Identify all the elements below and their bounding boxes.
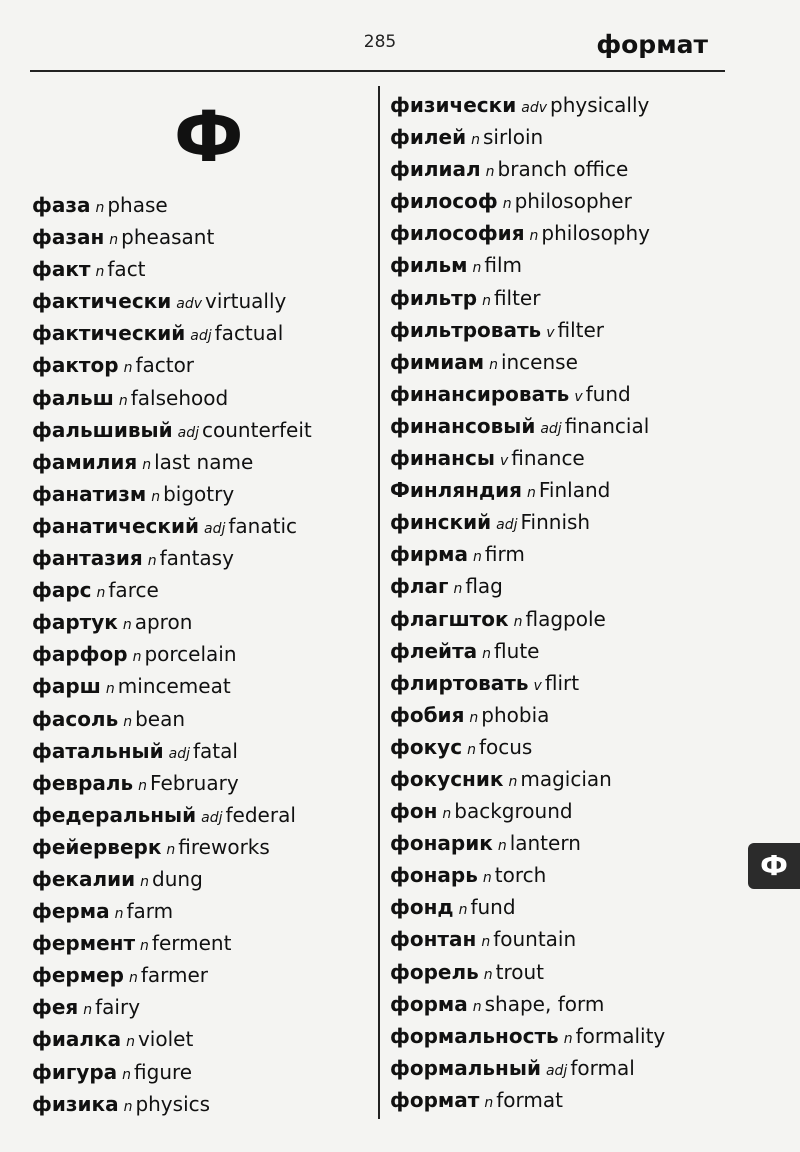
dictionary-entry	[32, 670, 312, 702]
translation: farmer	[140, 963, 209, 988]
dictionary-entry	[32, 1023, 312, 1055]
translation: pheasant	[121, 225, 215, 250]
headword: филиал	[390, 157, 481, 182]
part-of-speech: n	[513, 613, 523, 630]
translation: flagpole	[525, 606, 606, 631]
part-of-speech: adj	[168, 745, 190, 762]
dictionary-entry	[390, 121, 665, 153]
dictionary-entry	[390, 538, 665, 570]
part-of-speech: n	[563, 1030, 573, 1047]
part-of-speech: n	[483, 966, 493, 983]
part-of-speech: n	[472, 260, 482, 277]
dictionary-entry	[32, 349, 312, 381]
dictionary-entry	[32, 959, 312, 991]
headword: фермент	[32, 931, 136, 956]
translation: filter	[557, 317, 605, 342]
dictionary-entry	[390, 795, 665, 827]
dictionary-entry	[390, 988, 665, 1020]
translation: dung	[152, 866, 203, 891]
part-of-speech: n	[489, 356, 498, 373]
headword: фантазия	[32, 546, 143, 571]
headword: флаг	[390, 574, 449, 599]
translation: farce	[108, 578, 159, 603]
dictionary-entry	[390, 827, 665, 859]
headword: филей	[390, 125, 467, 150]
translation: format	[496, 1087, 563, 1112]
header-rule	[30, 70, 725, 72]
headword: фильтр	[390, 285, 478, 310]
translation: factual	[214, 321, 284, 346]
headword: фирма	[390, 542, 469, 567]
translation: fact	[107, 257, 146, 282]
headword: финансы	[390, 446, 495, 471]
part-of-speech: adj	[201, 809, 223, 826]
part-of-speech: n	[132, 649, 142, 666]
part-of-speech: n	[453, 581, 463, 598]
headword: Финляндия	[390, 478, 522, 503]
dictionary-entry	[390, 603, 665, 635]
part-of-speech: n	[122, 617, 132, 634]
part-of-speech: n	[485, 164, 495, 181]
headword: фактически	[32, 289, 172, 314]
translation: fairy	[95, 995, 141, 1020]
translation: shape, form	[484, 991, 605, 1016]
dictionary-entry	[32, 703, 312, 735]
dictionary-entry	[32, 542, 312, 574]
dictionary-entry	[390, 923, 665, 955]
headword: финансировать	[390, 381, 570, 406]
dictionary-entry	[32, 638, 312, 670]
translation: falsehood	[130, 385, 229, 410]
part-of-speech: n	[142, 456, 152, 473]
headword: фанатический	[32, 513, 200, 538]
headword: фиалка	[32, 1027, 122, 1052]
translation: factor	[135, 353, 195, 378]
headword: финансовый	[390, 413, 536, 438]
part-of-speech: n	[151, 488, 161, 505]
headword: фонарик	[390, 831, 493, 856]
running-head: формат	[596, 30, 708, 59]
translation: film	[484, 253, 523, 278]
part-of-speech: n	[458, 902, 468, 919]
part-of-speech: n	[140, 873, 150, 890]
translation: branch office	[497, 157, 629, 182]
part-of-speech: adj	[545, 1062, 568, 1079]
dictionary-entry	[32, 863, 312, 895]
part-of-speech: n	[123, 713, 133, 730]
part-of-speech: v	[546, 324, 555, 341]
dictionary-entry	[390, 1084, 665, 1116]
part-of-speech: n	[473, 549, 482, 566]
headword: фаза	[32, 193, 91, 217]
dictionary-entry	[32, 1088, 312, 1120]
translation: porcelain	[144, 642, 237, 667]
translation: last name	[154, 449, 254, 474]
headword: фекалии	[32, 866, 136, 891]
headword: фонарь	[390, 863, 478, 888]
headword: фильтровать	[390, 317, 542, 342]
dictionary-entry	[32, 799, 312, 831]
dictionary-entry	[390, 667, 665, 699]
headword: фамилия	[32, 449, 138, 474]
translation: flute	[494, 638, 540, 663]
dictionary-entry	[32, 510, 312, 542]
section-letter: Ф	[174, 96, 244, 178]
dictionary-entry	[32, 221, 312, 253]
headword: фатальный	[32, 738, 164, 763]
headword: фимиам	[390, 349, 485, 374]
column-divider	[378, 86, 380, 1119]
headword: фасоль	[32, 706, 119, 731]
translation: federal	[225, 802, 296, 827]
headword: флейта	[390, 638, 478, 663]
part-of-speech: n	[123, 360, 133, 377]
part-of-speech: n	[502, 196, 512, 213]
part-of-speech: n	[471, 132, 480, 149]
headword: формат	[390, 1087, 480, 1112]
translation: philosopher	[514, 189, 632, 214]
translation: focus	[478, 734, 533, 759]
headword: ферма	[32, 899, 110, 924]
left-column	[32, 189, 312, 1120]
dictionary-entry	[390, 474, 665, 506]
part-of-speech: n	[138, 777, 148, 794]
part-of-speech: n	[105, 681, 115, 698]
headword: фея	[32, 995, 79, 1020]
part-of-speech: adj	[190, 328, 212, 345]
headword: фазан	[32, 225, 105, 250]
part-of-speech: n	[128, 970, 138, 987]
part-of-speech: v	[533, 677, 542, 694]
dictionary-entry	[32, 991, 312, 1023]
translation: physically	[550, 93, 650, 117]
dictionary-entry	[390, 956, 665, 988]
headword: фарс	[32, 578, 92, 603]
translation: fountain	[493, 927, 577, 952]
translation: flag	[465, 574, 503, 599]
dictionary-entry	[390, 891, 665, 923]
part-of-speech: v	[499, 453, 509, 470]
headword: форель	[390, 959, 479, 984]
part-of-speech: n	[95, 264, 105, 281]
part-of-speech: n	[529, 228, 539, 245]
part-of-speech: n	[482, 292, 491, 309]
part-of-speech: v	[574, 388, 583, 405]
part-of-speech: n	[118, 392, 128, 409]
dictionary-entry	[390, 378, 665, 410]
translation: ferment	[151, 931, 232, 956]
part-of-speech: n	[484, 1094, 494, 1111]
dictionary-entry	[390, 1052, 665, 1084]
headword: философия	[390, 221, 525, 246]
dictionary-entry	[32, 382, 312, 414]
dictionary-entry	[390, 217, 665, 249]
translation: virtually	[205, 289, 287, 314]
part-of-speech: n	[126, 1034, 135, 1051]
headword: фобия	[390, 702, 465, 727]
dictionary-entry	[32, 478, 312, 510]
part-of-speech: n	[95, 200, 105, 216]
dictionary-entry	[390, 314, 665, 346]
part-of-speech: n	[109, 232, 119, 249]
headword: февраль	[32, 770, 134, 795]
dictionary-entry	[390, 635, 665, 667]
translation: background	[454, 799, 573, 824]
headword: формальность	[390, 1023, 559, 1048]
dictionary-entry	[32, 414, 312, 446]
headword: фартук	[32, 610, 118, 635]
dictionary-entry	[32, 285, 312, 317]
dictionary-entry	[390, 410, 665, 442]
translation: physics	[135, 1091, 211, 1116]
part-of-speech: n	[497, 838, 507, 855]
translation: sirloin	[482, 125, 544, 150]
translation: February	[150, 770, 239, 795]
headword: философ	[390, 189, 498, 214]
dictionary-entry	[32, 574, 312, 606]
translation: incense	[500, 349, 578, 374]
part-of-speech: n	[482, 870, 492, 887]
headword: фейерверк	[32, 834, 162, 859]
translation: fund	[585, 381, 631, 406]
part-of-speech: n	[482, 645, 492, 662]
thumb-index-tab: Ф	[748, 843, 800, 889]
headword: фигура	[32, 1059, 118, 1084]
translation: formal	[570, 1055, 635, 1080]
translation: finance	[511, 446, 585, 471]
part-of-speech: adj	[540, 420, 562, 437]
dictionary-entry	[390, 570, 665, 602]
dictionary-entry	[390, 185, 665, 217]
dictionary-entry	[390, 249, 665, 281]
dictionary-entry	[32, 927, 312, 959]
translation: counterfeit	[202, 417, 312, 442]
translation: figure	[134, 1059, 193, 1084]
dictionary-entry	[32, 606, 312, 638]
headword: финский	[390, 510, 492, 535]
translation: phase	[107, 193, 168, 217]
dictionary-entry	[390, 346, 665, 378]
part-of-speech: n	[96, 585, 106, 602]
part-of-speech: n	[508, 773, 518, 790]
translation: fantasy	[159, 546, 234, 571]
translation: phobia	[481, 702, 550, 727]
dictionary-entry	[390, 699, 665, 731]
translation: fireworks	[178, 834, 270, 859]
headword: формальный	[390, 1055, 541, 1080]
part-of-speech: adj	[177, 424, 200, 441]
headword: фарш	[32, 674, 101, 699]
headword: фальш	[32, 385, 114, 410]
dictionary-entry	[32, 317, 312, 349]
right-column	[390, 89, 665, 1116]
translation: torch	[494, 863, 547, 888]
translation: financial	[564, 413, 650, 438]
headword: фильм	[390, 253, 468, 278]
headword: фон	[390, 799, 438, 824]
part-of-speech: n	[123, 1098, 133, 1115]
part-of-speech: n	[467, 741, 476, 758]
translation: formality	[575, 1023, 666, 1048]
translation: trout	[495, 959, 545, 984]
dictionary-entry	[390, 763, 665, 795]
translation: fanatic	[228, 513, 297, 538]
translation: bigotry	[163, 481, 235, 506]
headword: флагшток	[390, 606, 509, 631]
dictionary-entry	[390, 282, 665, 314]
part-of-speech: n	[147, 553, 157, 570]
headword: физически	[390, 93, 517, 117]
translation: apron	[134, 610, 193, 635]
dictionary-entry	[32, 895, 312, 927]
page-number: 285	[363, 32, 397, 52]
headword: фальшивый	[32, 417, 173, 442]
headword: фермер	[32, 963, 124, 988]
translation: flirt	[544, 670, 580, 695]
part-of-speech: n	[526, 485, 536, 502]
dictionary-entry	[32, 253, 312, 285]
headword: фактор	[32, 353, 119, 378]
part-of-speech: n	[140, 938, 149, 955]
translation: fund	[470, 895, 516, 920]
dictionary-entry	[390, 1020, 665, 1052]
translation: philosophy	[541, 221, 651, 246]
part-of-speech: adv	[176, 296, 203, 313]
dictionary-entry	[390, 731, 665, 763]
dictionary-entry	[390, 442, 665, 474]
headword: фонтан	[390, 927, 477, 952]
part-of-speech: n	[83, 1002, 93, 1019]
part-of-speech: n	[469, 709, 479, 726]
dictionary-entry	[32, 767, 312, 799]
translation: magician	[520, 766, 612, 791]
headword: форма	[390, 991, 468, 1016]
dictionary-entry	[32, 831, 312, 863]
part-of-speech: n	[166, 841, 176, 858]
dictionary-entry	[390, 506, 665, 538]
part-of-speech: adv	[521, 100, 547, 116]
part-of-speech: n	[122, 1066, 132, 1083]
dictionary-entry	[32, 735, 312, 767]
part-of-speech: n	[114, 906, 124, 923]
headword: флиртовать	[390, 670, 529, 695]
dictionary-entry	[32, 446, 312, 478]
translation: farm	[126, 899, 174, 924]
part-of-speech: n	[472, 998, 482, 1015]
translation: violet	[137, 1027, 194, 1052]
headword: фонд	[390, 895, 454, 920]
translation: firm	[484, 542, 525, 567]
headword: фокус	[390, 734, 463, 759]
dictionary-entry	[32, 189, 312, 221]
headword: фанатизм	[32, 481, 147, 506]
headword: фарфор	[32, 642, 128, 667]
part-of-speech: adj	[204, 520, 226, 537]
headword: фокусник	[390, 766, 504, 791]
dictionary-entry	[32, 1056, 312, 1088]
dictionary-entry	[390, 859, 665, 891]
part-of-speech: n	[442, 806, 452, 823]
headword: физика	[32, 1091, 119, 1116]
dictionary-entry	[390, 89, 665, 121]
part-of-speech: n	[481, 934, 491, 951]
translation: lantern	[509, 831, 581, 856]
translation: mincemeat	[117, 674, 231, 699]
translation: fatal	[193, 738, 238, 763]
translation: Finnish	[520, 510, 591, 535]
headword: федеральный	[32, 802, 197, 827]
translation: Finland	[538, 478, 611, 503]
headword: фактический	[32, 321, 186, 346]
translation: bean	[135, 706, 186, 731]
translation: filter	[493, 285, 541, 310]
dictionary-entry	[390, 153, 665, 185]
part-of-speech: adj	[496, 517, 518, 534]
headword: факт	[32, 257, 91, 282]
